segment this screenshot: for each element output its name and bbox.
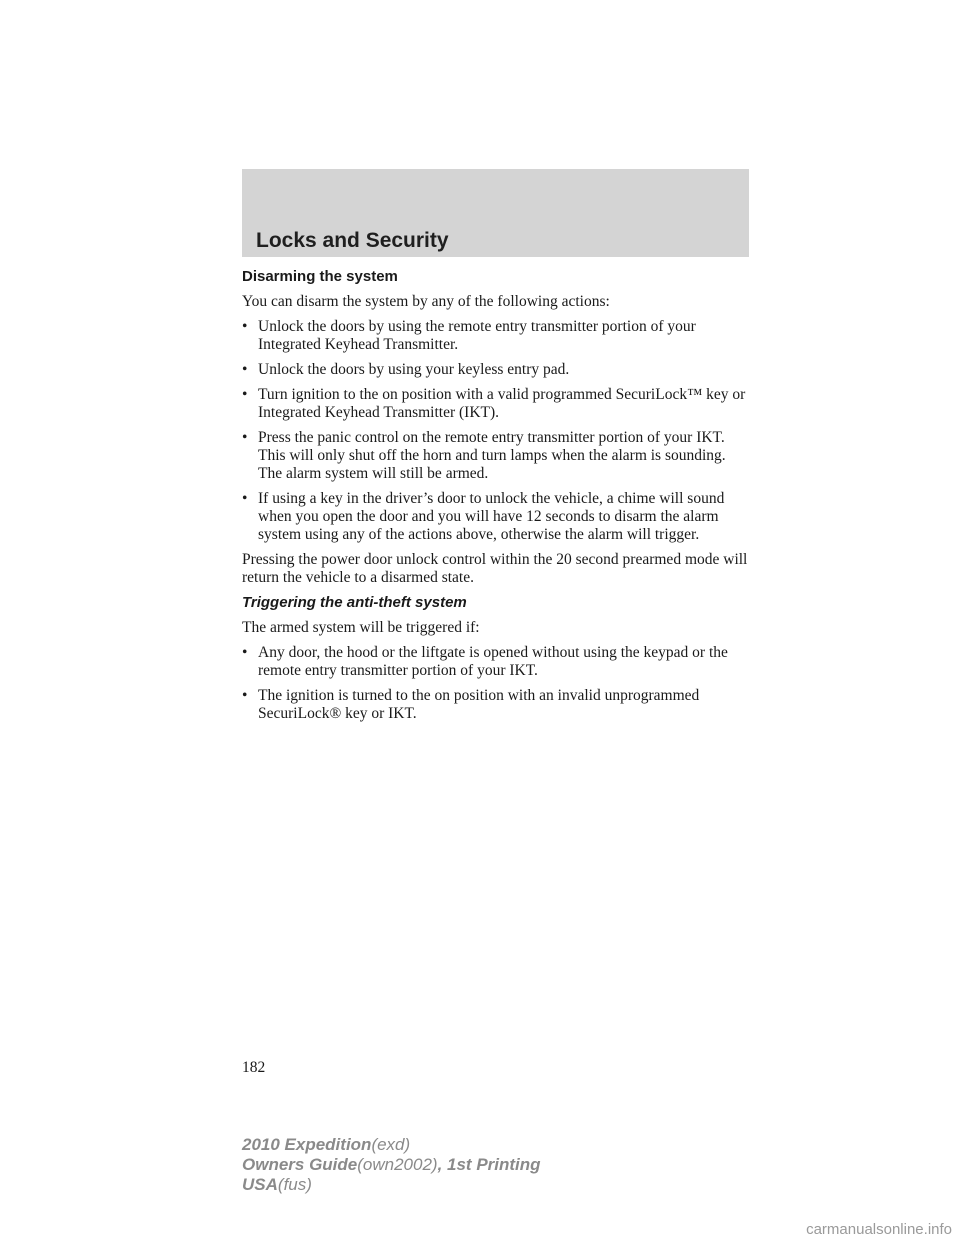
list-item: • Unlock the doors by using the remote entry transmitter portion of your Integrated Keyhead Transmitter. (242, 318, 752, 354)
print-footer (242, 1135, 541, 1195)
page-number: 182 (242, 1059, 266, 1076)
footer-model-code: (exd) (371, 1135, 411, 1154)
triggering-list (242, 644, 752, 723)
disarming-list (242, 318, 752, 544)
footer-printing: , 1st Printing (437, 1155, 541, 1174)
footer-market: USA (242, 1175, 278, 1194)
watermark-text: carmanualsonline.info (806, 1221, 952, 1238)
list-item: • Any door, the hood or the liftgate is opened without using the keypad or the remote entry transmitter portion of your IKT. (242, 644, 752, 680)
footer-guide-code: (own2002) (357, 1155, 438, 1174)
heading-disarming: Disarming the system (242, 268, 398, 285)
triggering-intro: The armed system will be triggered if: (242, 619, 480, 636)
list-item: • The ignition is turned to the on position with an invalid unprogrammed SecuriLock® key or IKT. (242, 687, 752, 723)
page-content (242, 268, 752, 730)
footer-guide: Owners Guide (242, 1155, 358, 1174)
heading-triggering: Triggering the anti-theft system (242, 594, 467, 611)
section-header-band (242, 169, 749, 257)
footer-model: 2010 Expedition (242, 1135, 372, 1154)
list-item: • Unlock the doors by using your keyless entry pad. (242, 361, 752, 379)
disarming-closing: Pressing the power door unlock control within the 20 second prearmed mode will return the vehicle to a disarmed state. (242, 551, 748, 586)
disarming-intro: You can disarm the system by any of the following actions: (242, 293, 610, 310)
list-item: • If using a key in the driver’s door to unlock the vehicle, a chime will sound when you open the door and you will have 12 seconds to disarm the alarm system using any of the actions above, otherwise the alarm will trigger. (242, 490, 752, 544)
footer-market-code: (fus) (277, 1175, 312, 1194)
list-item: • Turn ignition to the on position with a valid programmed SecuriLock™ key or Integrated Keyhead Transmitter (IKT). (242, 386, 752, 422)
list-item: • Press the panic control on the remote entry transmitter portion of your IKT. This will only shut off the horn and turn lamps when the alarm is sounding. The alarm system will still be armed. (242, 429, 752, 483)
section-title: Locks and Security (256, 229, 449, 252)
